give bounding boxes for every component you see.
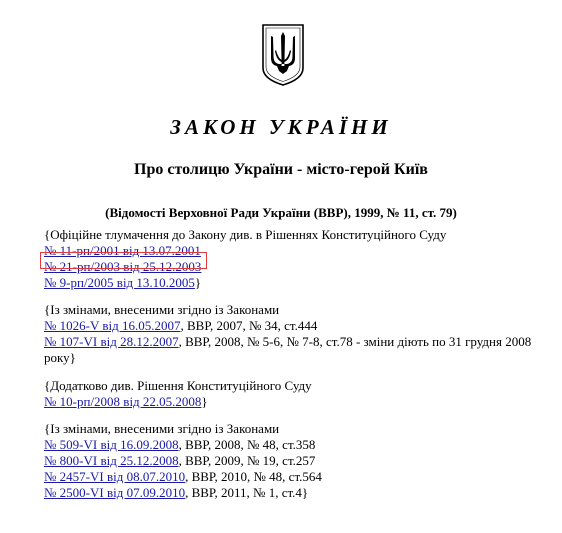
additional-decision-intro: {Додатково див. Рішення Конституційного Суду (44, 378, 312, 393)
law-link-2457-vi[interactable]: № 2457-VI від 08.07.2010 (44, 469, 186, 484)
law-subtitle: Про столицю України - місто-герой Київ (134, 161, 428, 178)
amendments-intro: {Із змінами, внесеними згідно із Законами (44, 421, 280, 436)
law-link-509-vi[interactable]: № 509-VI від 16.09.2008 (44, 437, 179, 452)
coat-of-arms-icon (262, 24, 304, 86)
gazette-reference: (Відомості Верховної Ради України (ВВР), 1999, № 11, ст. 79) (105, 205, 457, 220)
official-interpretation-intro: {Офіційне тлумачення до Закону див. в Рішеннях Конституційного Суду (44, 227, 447, 242)
list-item (44, 275, 544, 291)
law-link-1026-v[interactable]: № 1026-V від 16.05.2007 (44, 318, 181, 333)
list-item (44, 394, 544, 410)
list-item (44, 437, 544, 453)
link-suffix: } (201, 394, 208, 409)
page-title: ЗАКОН УКРАЇНИ (170, 115, 392, 139)
additional-decision-block (44, 378, 544, 410)
amendment-details: , ВВР, 2009, № 19, ст.257 (178, 453, 316, 468)
decision-link-10-2008[interactable]: № 10-рп/2008 від 22.05.2008 (44, 394, 202, 409)
law-link-2500-vi[interactable]: № 2500-VI від 07.09.2010 (44, 485, 186, 500)
list-item (44, 334, 544, 366)
list-item (44, 453, 544, 469)
amendment-details: , ВВР, 2011, № 1, ст.4} (185, 485, 309, 500)
decision-link-9-2005[interactable]: № 9-рп/2005 від 13.10.2005 (44, 275, 195, 290)
law-link-107-vi[interactable]: № 107-VI від 28.12.2007 (44, 334, 179, 349)
list-item (44, 318, 544, 334)
law-link-800-vi[interactable]: № 800-VI від 25.12.2008 (44, 453, 179, 468)
highlight-box (40, 252, 207, 269)
decision-link-11-2001[interactable]: № 11-рп/2001 від 13.07.2001 (44, 243, 201, 258)
amendment-details: , ВВР, 2010, № 48, ст.564 (185, 469, 322, 484)
amendments-2008-2010-block (44, 421, 544, 501)
list-item (44, 485, 544, 501)
amendment-details: , ВВР, 2008, № 5-6, № 7-8, ст.78 - зміни діють по 31 грудня 2008 року} (44, 334, 532, 365)
amendment-details: , ВВР, 2008, № 48, ст.358 (178, 437, 316, 452)
list-item (44, 469, 544, 485)
amendments-2007-block (44, 302, 544, 366)
amendments-intro: {Із змінами, внесеними згідно із Законами (44, 302, 280, 317)
link-suffix: } (194, 275, 202, 290)
amendment-details: , ВВР, 2007, № 34, ст.444 (180, 318, 318, 333)
decision-link-21-2003[interactable]: № 21-рп/2003 від 25.12.2003 (44, 259, 202, 274)
